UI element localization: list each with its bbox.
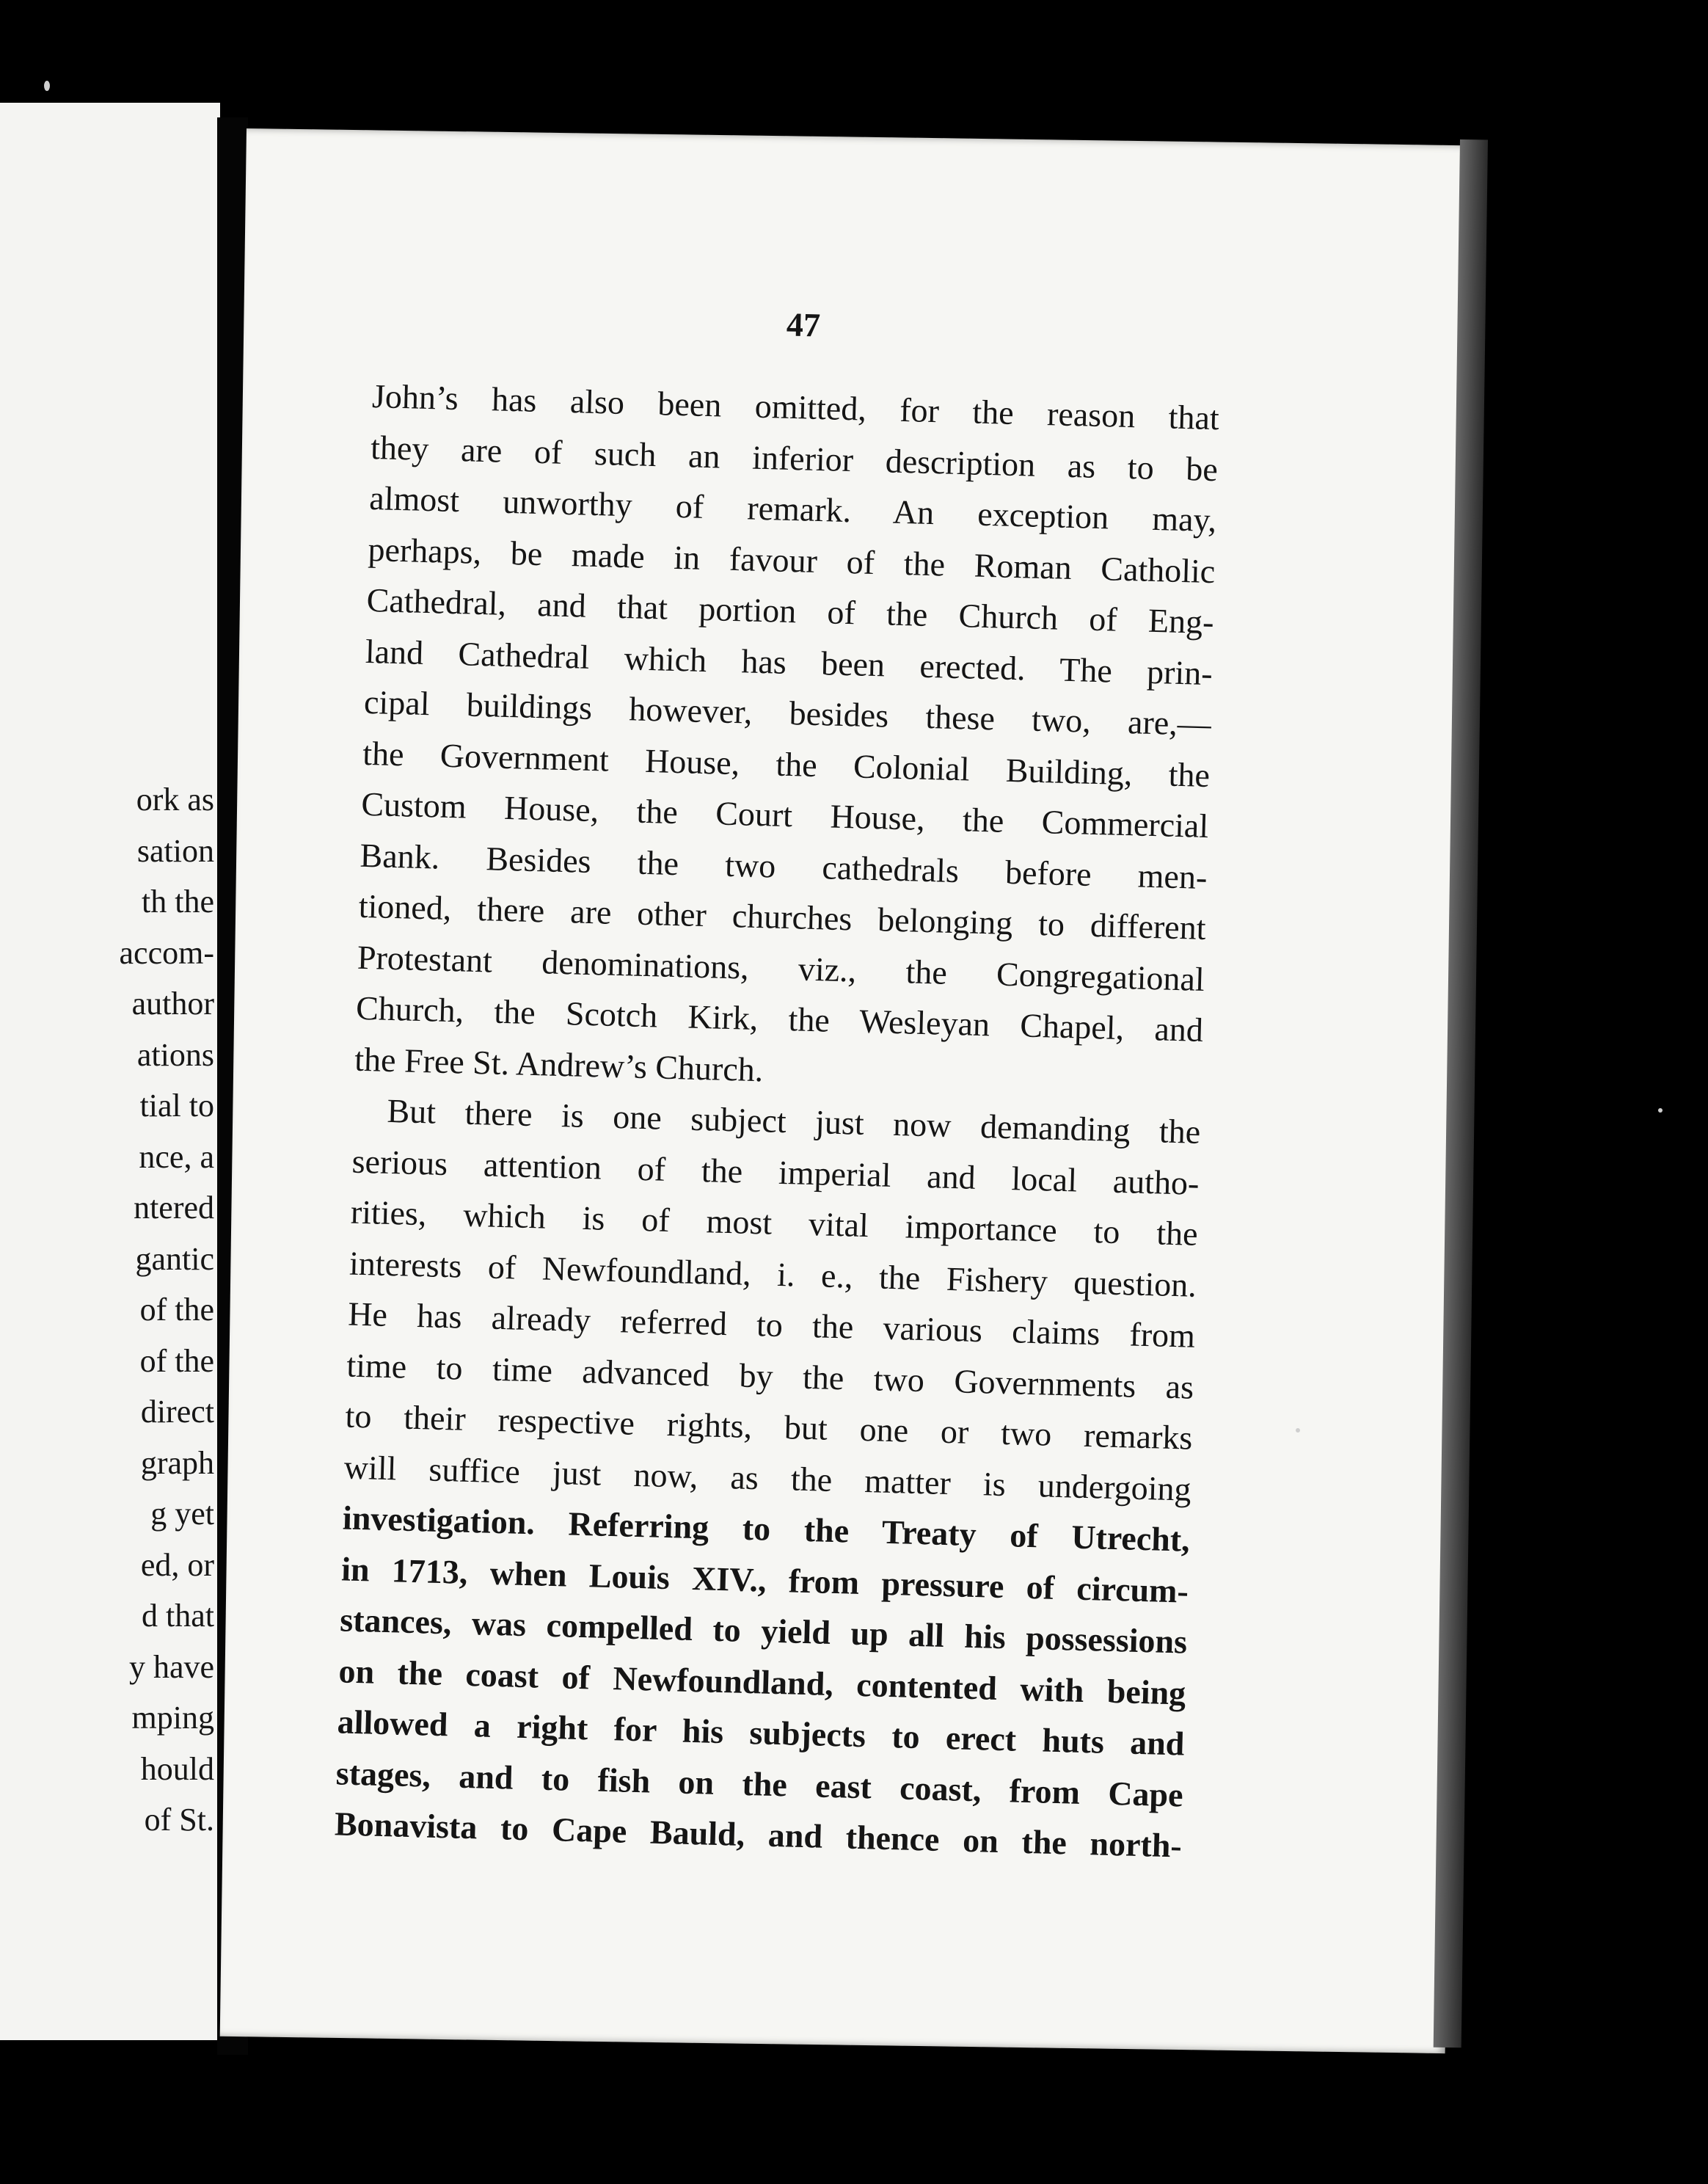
- left-line: ations: [136, 1036, 214, 1073]
- left-line: of the: [139, 1292, 214, 1328]
- dust-speck: [1658, 1108, 1663, 1113]
- text-line: time to time advanced by the two Governments as: [346, 1346, 1194, 1406]
- text-line: in 1713, when Louis XIV., from pressure of circum-: [340, 1549, 1189, 1610]
- text-line: perhaps, be made in favour of the Roman Catholic: [367, 530, 1216, 590]
- text-line: Bank. Besides the two cathedrals before men-: [360, 836, 1208, 896]
- body-text: [334, 371, 1219, 1871]
- left-line: of St.: [144, 1802, 214, 1838]
- text-line: But there is one subject just now demanding the: [386, 1091, 1201, 1151]
- text-line: Custom House, the Court House, the Commercial: [360, 785, 1209, 845]
- left-line: ntered: [134, 1190, 214, 1226]
- text-line: on the coast of Newfoundland, contented with being: [337, 1651, 1186, 1712]
- text-line: the Free St. Andrew’s Church.: [354, 1040, 764, 1088]
- left-line: y have: [128, 1648, 214, 1685]
- left-page: [0, 103, 220, 2040]
- text-line: He has already referred to the various claims from: [347, 1295, 1196, 1355]
- text-line: Church, the Scotch Kirk, the Wesleyan Chapel, and: [355, 989, 1204, 1049]
- page-number: 47: [786, 305, 821, 344]
- text-line: stages, and to fish on the east coast, from Cape: [335, 1753, 1184, 1814]
- left-page-text: [0, 774, 214, 1846]
- text-line: allowed a right for his subjects to erect huts and: [337, 1703, 1186, 1763]
- text-line: will suffice just now, as the matter is undergoing: [343, 1447, 1192, 1508]
- text-line: they are of such an inferior description as to be: [370, 428, 1219, 488]
- left-line: graph: [140, 1444, 214, 1481]
- left-line: direct: [140, 1394, 214, 1430]
- left-line: of the: [139, 1342, 214, 1379]
- left-line: d that: [142, 1598, 214, 1634]
- text-line: Protestant denominations, viz., the Congregational: [357, 938, 1205, 998]
- left-line: sation: [136, 832, 214, 869]
- left-line: nce, a: [139, 1138, 214, 1175]
- left-line: th the: [142, 884, 214, 920]
- left-line: tial to: [139, 1088, 214, 1124]
- left-line: accom-: [119, 934, 214, 971]
- text-line: almost unworthy of remark. An exception may,: [368, 478, 1217, 539]
- text-line: rities, which is of most vital importance to the: [350, 1193, 1199, 1253]
- text-line: tioned, there are other churches belonging to different: [358, 887, 1207, 947]
- text-line: stances, was compelled to yield up all his possessions: [339, 1601, 1188, 1661]
- left-line: ork as: [136, 782, 214, 818]
- dust-speck: [44, 81, 50, 91]
- text-line: Bonavista to Cape Bauld, and thence on the north-: [334, 1805, 1183, 1865]
- left-line: gantic: [135, 1240, 214, 1277]
- left-line: author: [131, 986, 214, 1022]
- dust-speck: [1296, 1428, 1300, 1433]
- left-line: hould: [140, 1750, 214, 1787]
- text-line: cipal buildings however, besides these two, are,—: [363, 682, 1212, 743]
- text-line: investigation. Referring to the Treaty of Utrecht,: [342, 1499, 1191, 1559]
- text-line: land Cathedral which has been erected. The prin-: [365, 632, 1214, 692]
- text-line: to their respective rights, but one or two remarks: [345, 1397, 1193, 1457]
- text-line: interests of Newfoundland, i. e., the Fishery question.: [348, 1244, 1197, 1304]
- text-line: Cathedral, and that portion of the Church of Eng-: [366, 580, 1215, 641]
- text-line: serious attention of the imperial and local autho-: [351, 1142, 1200, 1202]
- text-line: John’s has also been omitted, for the reason that: [371, 376, 1220, 437]
- left-line: g yet: [150, 1496, 214, 1532]
- left-line: ed, or: [140, 1546, 214, 1583]
- left-line: mping: [131, 1700, 214, 1736]
- text-line: the Government House, the Colonial Building, the: [362, 734, 1211, 794]
